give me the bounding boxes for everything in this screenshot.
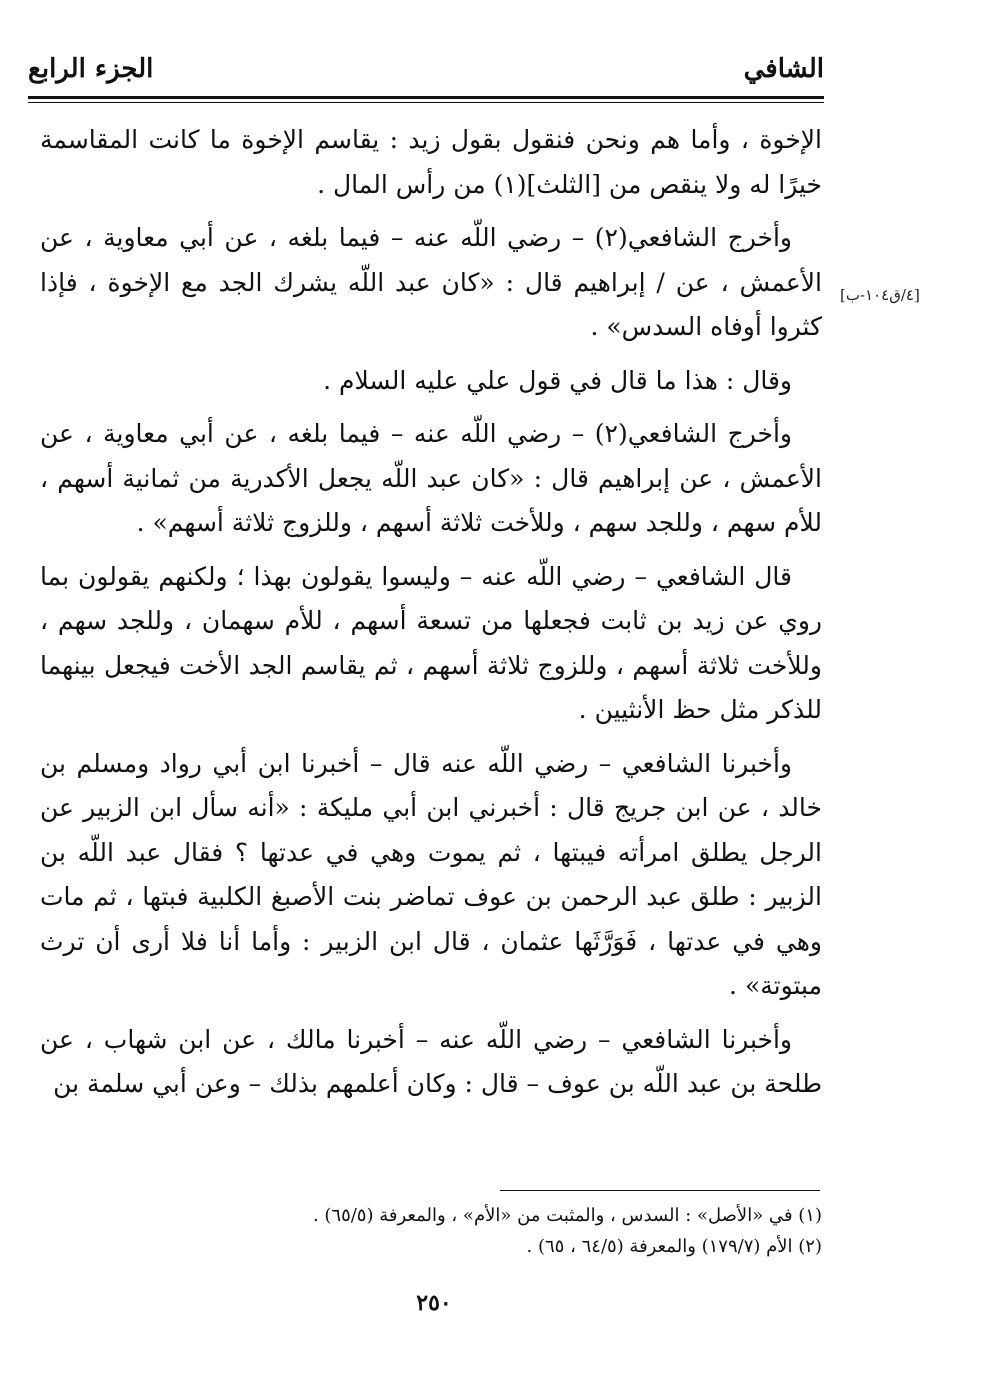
page-number: ٢٥٠ bbox=[416, 1290, 452, 1316]
paragraph: وأخبرنا الشافعي – رضي اللّه عنه – أخبرنا مالك ، عن ابن شهاب ، عن طلحة بن عبد اللّه بن عوف – قال : وكان أعلمهم بذلك – وعن أبي سلمة بن bbox=[40, 1024, 822, 1098]
book-title: الشافي bbox=[743, 54, 824, 84]
paragraph: قال الشافعي – رضي اللّه عنه – وليسوا يقولون بهذا ؛ ولكنهم يقولون بما روي عن زيد بن ثابت فجعلها من تسعة أسهم ، للأم سهمان ، وللجد سهم ، وللأخت ثلاثة أسهم ، وللزوج ثلاثة أسهم ، ثم يقاسم الجد الأخت فيجعل بينهما للذكر مثل حظ الأنثيين . bbox=[40, 561, 822, 724]
main-text bbox=[40, 118, 822, 1116]
paragraph: وأخرج الشافعي(٢) – رضي اللّه عنه – فيما بلغه ، عن أبي معاوية ، عن الأعمش ، عن إبراهيم قال : «كان عبد اللّه يجعل الأكدرية من ثمانية أسهم ، للأم سهم ، وللجد سهم ، وللأخت ثلاثة أسهم ، وللزوج ثلاثة أسهم» . bbox=[40, 419, 822, 537]
header-rule bbox=[28, 96, 824, 99]
paragraph: وأخرج الشافعي(٢) – رضي اللّه عنه – فيما بلغه ، عن أبي معاوية ، عن الأعمش ، عن / إبراهيم قال : «كان عبد اللّه يشرك الجد مع الإخوة ، فإذا كثروا أوفاه السدس» . bbox=[40, 223, 822, 341]
paragraph: الإخوة ، وأما هم ونحن فنقول بقول زيد : يقاسم الإخوة ما كانت المقاسمة خيرًا له ولا ينقص من [الثلث](١) من رأس المال . bbox=[40, 125, 822, 199]
manuscript-folio-note: [٤/ق١٠٤-ب] bbox=[840, 286, 920, 304]
running-header bbox=[28, 46, 824, 98]
paragraph: وأخبرنا الشافعي – رضي اللّه عنه قال – أخبرنا ابن أبي رواد ومسلم بن خالد ، عن ابن جريج قال : أخبرني ابن أبي مليكة : «أنه سأل ابن الزبير عن الرجل يطلق امرأته فيبتها ، ثم يموت وهي في عدتها ؟ فقال عبد اللّه بن الزبير : طلق عبد الرحمن بن عوف تماضر بنت الأصبغ الكلبية فبتها ، ثم مات وهي في عدتها ، فَوَرَّثَها عثمان ، قال ابن الزبير : وأما أنا فلا أرى أن ترث مبتوتة» . bbox=[40, 748, 822, 1000]
footnote: (٢) الأم (١٧٩/٧) والمعرفة (٦٤/٥ ، ٦٥) . bbox=[526, 1236, 822, 1257]
footnote-rule bbox=[500, 1190, 820, 1191]
footnote: (١) في «الأصل» : السدس ، والمثبت من «الأم» ، والمعرفة (٦٥/٥) . bbox=[312, 1205, 822, 1226]
header-rule-thin bbox=[28, 102, 824, 103]
footnotes bbox=[200, 1200, 822, 1262]
volume-label: الجزء الرابع bbox=[28, 54, 154, 84]
paragraph: وقال : هذا ما قال في قول علي عليه السلام . bbox=[323, 365, 792, 395]
